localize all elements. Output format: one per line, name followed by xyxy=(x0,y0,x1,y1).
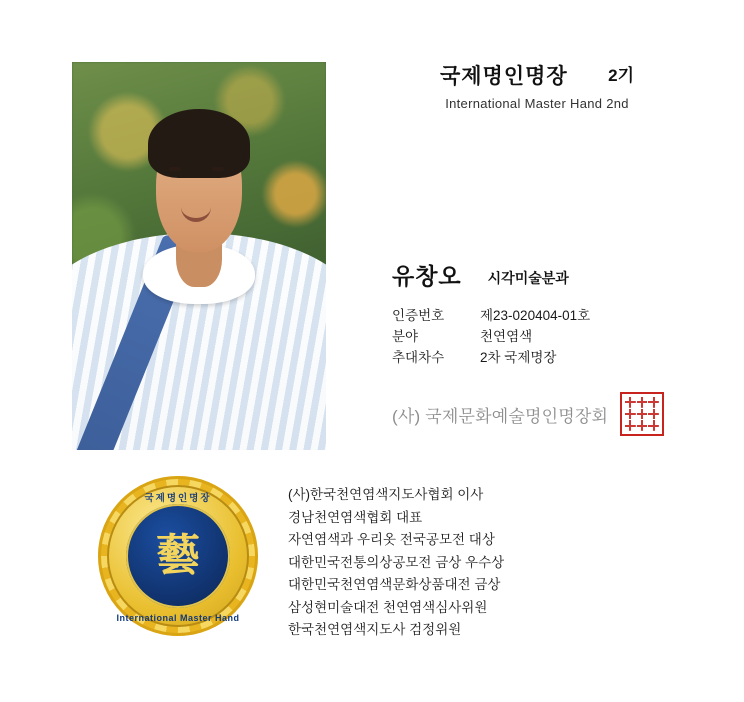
division-label: 시각미술분과 xyxy=(487,270,569,286)
field-value: 2차 국제명장 xyxy=(480,350,557,365)
eye-left xyxy=(169,167,181,171)
field-label: 분야 xyxy=(392,329,419,344)
field-row xyxy=(392,326,692,347)
emblem-center-character: 藝 xyxy=(156,530,200,581)
list-item: 한국천연염색지도사 검정위원 xyxy=(288,622,462,637)
hair xyxy=(148,109,250,179)
organization-name: (사) 국제문화예술명인명장회 xyxy=(392,406,609,426)
career-items xyxy=(288,484,688,642)
field-label: 추대차수 xyxy=(392,350,445,365)
field-label: 인증번호 xyxy=(392,308,445,323)
field-row xyxy=(392,347,692,368)
header-title-block xyxy=(392,60,682,111)
name-row xyxy=(392,258,692,291)
portrait-photo xyxy=(72,62,326,450)
list-item: (사)한국천연염색지도사협회 이사 xyxy=(288,487,484,502)
emblem-arc-bottom-text: International Master Hand xyxy=(116,613,240,623)
header-term-badge: 2기 xyxy=(608,66,635,85)
seal-glyphs xyxy=(625,397,659,431)
header-title-english: International Master Hand 2nd xyxy=(445,96,629,111)
field-value: 제23-020404-01호 xyxy=(480,308,591,323)
list-item: 대한민국천연염색문화상품대전 금상 xyxy=(288,577,501,592)
eye-right xyxy=(212,167,224,171)
header-title-korean: 국제명인명장 xyxy=(439,65,568,88)
list-item: 삼성현미술대전 천연염색심사위원 xyxy=(288,599,488,615)
master-hand-emblem-icon xyxy=(98,476,258,636)
field-row xyxy=(392,305,692,326)
career-list xyxy=(288,484,688,642)
person-name: 유창오 xyxy=(392,263,462,289)
red-seal-stamp-icon xyxy=(620,392,664,436)
emblem-arc-top-text: 국제명인명장 xyxy=(144,493,212,504)
list-item: 경남천연염색협회 대표 xyxy=(288,509,423,525)
profile-info xyxy=(392,258,692,368)
field-value: 천연염색 xyxy=(480,329,533,344)
list-item: 자연염색과 우리옷 전국공모전 대상 xyxy=(288,532,495,547)
list-item: 대한민국전통의상공모전 금상 우수상 xyxy=(288,554,505,570)
organization-row xyxy=(392,392,692,436)
